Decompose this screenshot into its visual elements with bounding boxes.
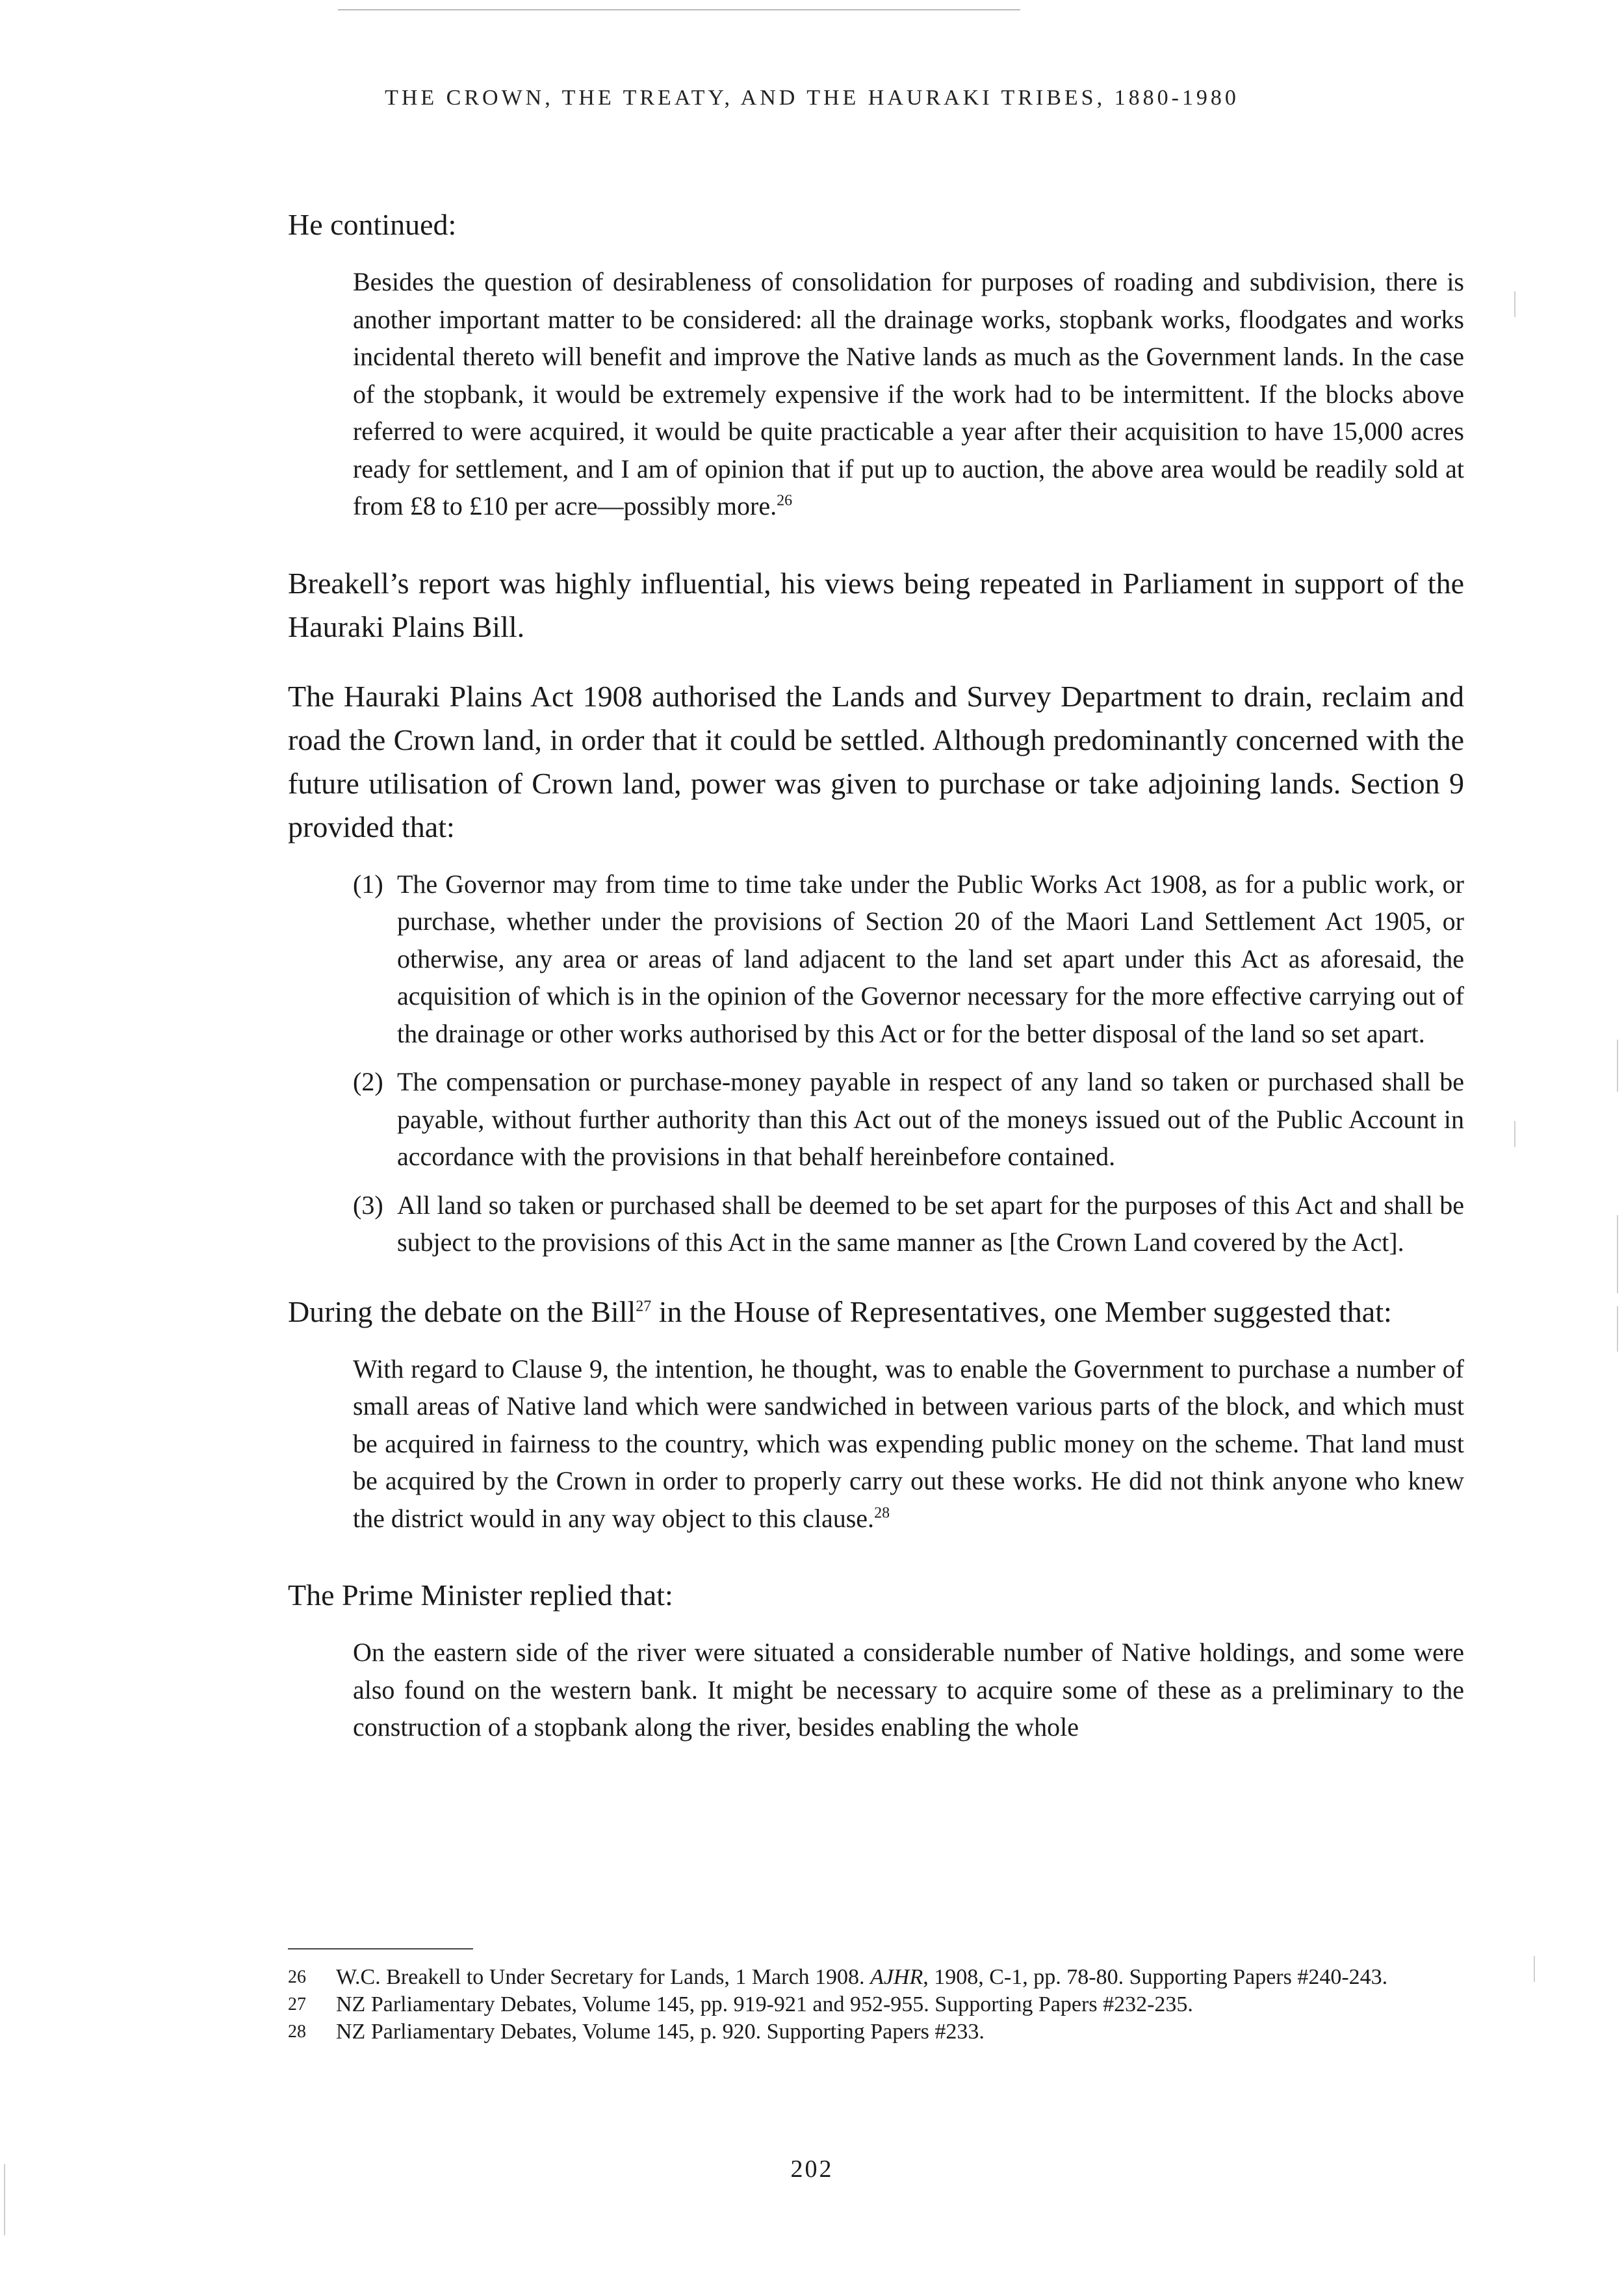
footnotes xyxy=(288,1964,1464,2046)
paragraph-he-continued: He continued: xyxy=(288,208,457,241)
clause-number: (1) xyxy=(353,869,383,899)
paragraph-prime-minister: The Prime Minister replied that: xyxy=(288,1578,673,1612)
paragraph-debate xyxy=(288,1290,1464,1333)
clause-1 xyxy=(353,866,1464,1053)
section-9-clauses xyxy=(353,866,1464,1261)
footnote-number: 28 xyxy=(288,2022,306,2042)
clause-2 xyxy=(353,1063,1464,1176)
footnote-27 xyxy=(288,1991,1464,2018)
footnote-ref-28: 28 xyxy=(874,1504,890,1522)
running-head: THE CROWN, THE TREATY, AND THE HAURAKI TRIBES, 1880-1980 xyxy=(385,86,1239,110)
page-number: 202 xyxy=(790,2155,834,2183)
scan-mark xyxy=(1514,1121,1515,1147)
scan-mark xyxy=(1534,1956,1535,1982)
footnote-ref-26: 26 xyxy=(777,492,793,509)
footnote-28 xyxy=(288,2018,1464,2046)
block-quote-prime-minister: On the eastern side of the river were situated a considerable number of Native holdings, and some were also found on the western bank. It might be necessary to acquire some of these as a preliminary to the construction of a stopbank along the river, besides enabling the whole xyxy=(353,1638,1464,1742)
paragraph-text: During the debate on the Bill xyxy=(288,1294,636,1328)
paragraph-breakell-report: Breakell’s report was highly influential, his views being repeated in Parliament in support of the Hauraki Plains Bill. xyxy=(288,566,1464,643)
scan-mark xyxy=(1617,1040,1618,1092)
scan-mark xyxy=(1617,1306,1618,1352)
clause-number: (2) xyxy=(353,1067,383,1096)
scan-mark xyxy=(1514,291,1515,317)
footnote-number: 27 xyxy=(288,1994,306,2014)
clause-text: The compensation or purchase-money payable in respect of any land so taken or purchased shall be payable, without further authority than this Act out of the moneys issued out of the Public Account in accordance with the provisions in that behalf hereinbefore contained. xyxy=(397,1067,1464,1171)
paragraph-hauraki-act: The Hauraki Plains Act 1908 authorised the Lands and Survey Department to drain, reclaim and road the Crown land, in order that it could be settled. Although predominantly concerned with the future utilisation of Crown land, power was given to purchase or take adjoining lands. Section 9 provided that: xyxy=(288,679,1464,843)
top-rule xyxy=(338,9,1020,10)
footnote-text-part: W.C. Breakell to Under Secretary for Lands, 1 March 1908. xyxy=(336,1965,871,1989)
footnote-ref-27: 27 xyxy=(636,1298,652,1315)
scan-mark xyxy=(1617,1215,1618,1293)
footnote-number: 26 xyxy=(288,1967,306,1987)
block-quote-breakell xyxy=(353,263,1464,525)
clause-number: (3) xyxy=(353,1190,383,1220)
footnote-26 xyxy=(288,1964,1464,1991)
quote-text: Besides the question of desirableness of consolidation for purposes of roading and subdivision, there is another important matter to be considered: all the drainage works, stopbank works, floodgates and works incidental thereto will benefit and improve the Native lands as much as the Government lands. In the case of the stopbank, it would be extremely expensive if the work had to be intermittent. If the blocks above referred to were acquired, it would be quite practicable a year after their acquisition to have 15,000 acres ready for settlement, and I am of opinion that if put up to auction, the above area would be readily sold at from £8 to £10 per acre—possibly more. xyxy=(353,267,1464,521)
scan-mark xyxy=(4,2164,5,2235)
clause-text: The Governor may from time to time take under the Public Works Act 1908, as for a public work, or purchase, whether under the provisions of Section 20 of the Maori Land Settlement Act 1905, or otherwise, any area or areas of land adjacent to the land set apart under this Act as aforesaid, the acquisition of which is in the opinion of the Governor necessary for the more effective carrying out of the drainage or other works authorised by this Act or for the better disposal of the land so set apart. xyxy=(397,869,1464,1048)
clause-text: All land so taken or purchased shall be deemed to be set apart for the purposes of this Act and shall be subject to the provisions of this Act in the same manner as [the Crown Land covered by the Act]. xyxy=(397,1190,1464,1257)
clause-3 xyxy=(353,1187,1464,1261)
footnote-text-part: , 1908, C-1, pp. 78-80. Supporting Papers #240-243. xyxy=(923,1965,1388,1989)
footnote-text: NZ Parliamentary Debates, Volume 145, p. 920. Supporting Papers #233. xyxy=(336,2020,985,2044)
paragraph-text: in the House of Representatives, one Member suggested that: xyxy=(651,1294,1392,1328)
main-text xyxy=(288,203,1464,1746)
footnote-text xyxy=(336,1964,1464,1991)
block-quote-member xyxy=(353,1350,1464,1537)
footnote-rule xyxy=(288,1948,473,1949)
quote-text: With regard to Clause 9, the intention, he thought, was to enable the Government to purchase a number of small areas of Native land which were sandwiched in between various parts of the block, and which must be acquired in fairness to the country, which was expending public money on the scheme. That land must be acquired by the Crown in order to properly carry out these works. He did not think anyone who knew the district would in any way object to this clause. xyxy=(353,1354,1464,1533)
footnote-text: NZ Parliamentary Debates, Volume 145, pp. 919-921 and 952-955. Supporting Papers #232-235. xyxy=(336,1992,1193,2016)
footnote-journal: AJHR xyxy=(870,1965,923,1989)
